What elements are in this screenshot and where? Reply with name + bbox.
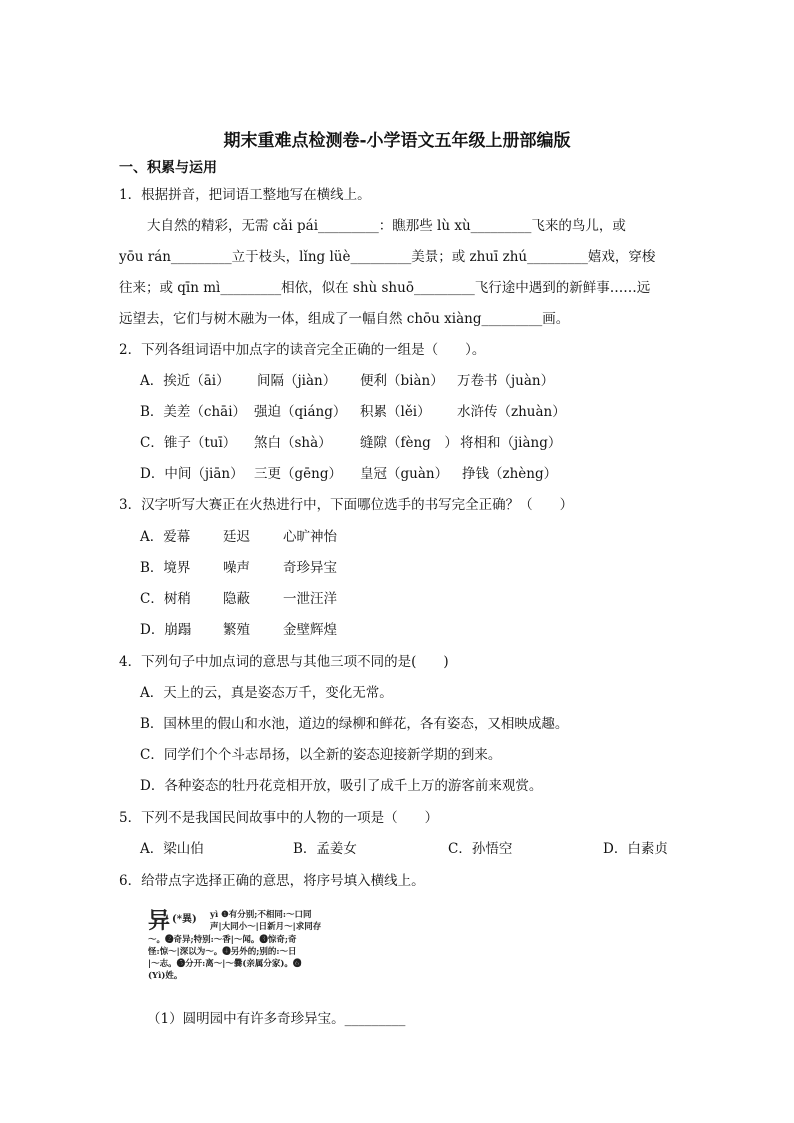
- q2-d-word-1: D．中间（jiān）: [140, 466, 244, 482]
- q2-c-word-1: C．锥子（tuī）: [140, 435, 237, 451]
- q3-b-word-3: 奇珍异宝: [283, 560, 337, 576]
- q4-option-b: B．国林里的假山和水池，道边的绿柳和鲜花，各有姿态，又相映成趣。: [140, 716, 569, 732]
- q2-b-word-3: 积累（lěi）: [360, 404, 431, 420]
- dict-headword: 异: [148, 908, 171, 934]
- q3-b-word-1: B．境界: [140, 560, 191, 576]
- q4-stem: 4．下列句子中加点词的意思与其他三项不同的是( ): [119, 654, 449, 670]
- q1-line-1: 大自然的精彩，无需 cǎi pái_________：瞧那些 lù xù_________飞来的鸟儿，或: [147, 218, 626, 234]
- dictionary-entry-image: [148, 908, 366, 984]
- q2-d-word-3: 皇冠（guàn）: [360, 466, 449, 482]
- q2-c-word-4: 将相和（jiàng）: [460, 435, 562, 451]
- q1-line-4: 远望去，它们与树木融为一体，组成了一幅自然 chōu xiàng_________画。: [119, 311, 570, 327]
- q2-stem: 2．下列各组词语中加点字的读音完全正确的一组是（ ）。: [119, 342, 486, 358]
- q2-b-word-2: 强迫（qiáng）: [254, 404, 347, 420]
- q3-a-word-3: 心旷神怡: [283, 529, 337, 545]
- q3-d-word-1: D．崩蹋: [140, 622, 192, 638]
- section-heading: 一、积累与运用: [119, 160, 217, 176]
- q3-a-word-1: A．爱幕: [140, 529, 191, 545]
- dict-trad-form: (*異): [172, 914, 197, 925]
- dict-line-4: 怪:惊～|深以为～。❹另外的;别的:～日: [148, 947, 297, 957]
- dict-line-2: 声|大同小～|日新月～|求同存: [210, 922, 322, 932]
- q3-c-word-3: 一泄汪洋: [283, 591, 337, 607]
- q2-a-word-1: A．挨近（āi）: [140, 373, 230, 389]
- q1-line-3: 往来；或 qīn mì_________相依，似在 shù shuō_________飞行途中遇到的新鲜事……远: [119, 280, 651, 296]
- q3-d-word-2: 繁殖: [223, 622, 250, 638]
- q6-sub-1: （1）圆明园中有许多奇珍异宝。_________: [147, 1011, 406, 1027]
- q2-d-word-4: 挣钱（zhèng）: [462, 466, 558, 482]
- q1-line-2: yōu rán_________立于枝头，lǐng lüè_________美景；或 zhuī zhú_________嬉戏，穿梭: [119, 249, 656, 265]
- q3-b-word-2: 噪声: [223, 560, 250, 576]
- q2-b-word-4: 水浒传（zhuàn）: [457, 404, 566, 420]
- q4-option-a: A．天上的云，真是姿态万千，变化无常。: [140, 685, 393, 701]
- q2-b-word-1: B．美差（chāi）: [140, 404, 247, 420]
- dict-line-6: (Yì)姓。: [148, 971, 183, 981]
- q5-stem: 5．下列不是我国民间故事中的人物的一项是（ ）: [119, 810, 439, 826]
- dict-line-5: |～志。❺分开:离～|～爨(亲属分家)。❻: [148, 959, 302, 969]
- dict-line-3: ～。❷奇异;特别:～香|～闻。❸惊奇;奇: [148, 935, 297, 945]
- q5-option-d: D．白素贞: [603, 841, 668, 857]
- q3-c-word-2: 隐蔽: [223, 591, 250, 607]
- q2-c-word-2: 煞白（shà）: [254, 435, 332, 451]
- q5-option-b: B．孟姜女: [293, 841, 357, 857]
- q5-option-c: C．孙悟空: [448, 841, 513, 857]
- dict-line-1: yì ❶有分别;不相同:～口同: [210, 910, 312, 920]
- q4-option-d: D．各种姿态的牡丹花竞相开放，吸引了成千上万的游客前来观赏。: [140, 778, 543, 794]
- q6-stem: 6．给带点字选择正确的意思，将序号填入横线上。: [119, 873, 425, 889]
- q2-d-word-2: 三更（gēng）: [254, 466, 342, 482]
- q2-a-word-3: 便利（biàn）: [360, 373, 444, 389]
- q3-a-word-2: 廷迟: [223, 529, 250, 545]
- q2-c-word-3: 缝隙（fèng ）: [360, 435, 458, 451]
- q2-a-word-4: 万卷书（juàn）: [457, 373, 555, 389]
- q1-stem: 1．根据拼音，把词语工整地写在横线上。: [119, 187, 371, 203]
- q2-a-word-2: 间隔（jiàn）: [257, 373, 337, 389]
- q3-d-word-3: 金壁辉煌: [283, 622, 337, 638]
- page-title: 期末重难点检测卷-小学语文五年级上册部编版: [223, 131, 571, 151]
- q4-option-c: C．同学们个个斗志昂扬，以全新的姿态迎接新学期的到来。: [140, 747, 502, 763]
- q3-c-word-1: C．树稍: [140, 591, 191, 607]
- q5-option-a: A．梁山伯: [140, 841, 204, 857]
- q3-stem: 3．汉字听写大赛正在火热进行中，下面哪位选手的书写完全正确？（ ）: [119, 497, 574, 513]
